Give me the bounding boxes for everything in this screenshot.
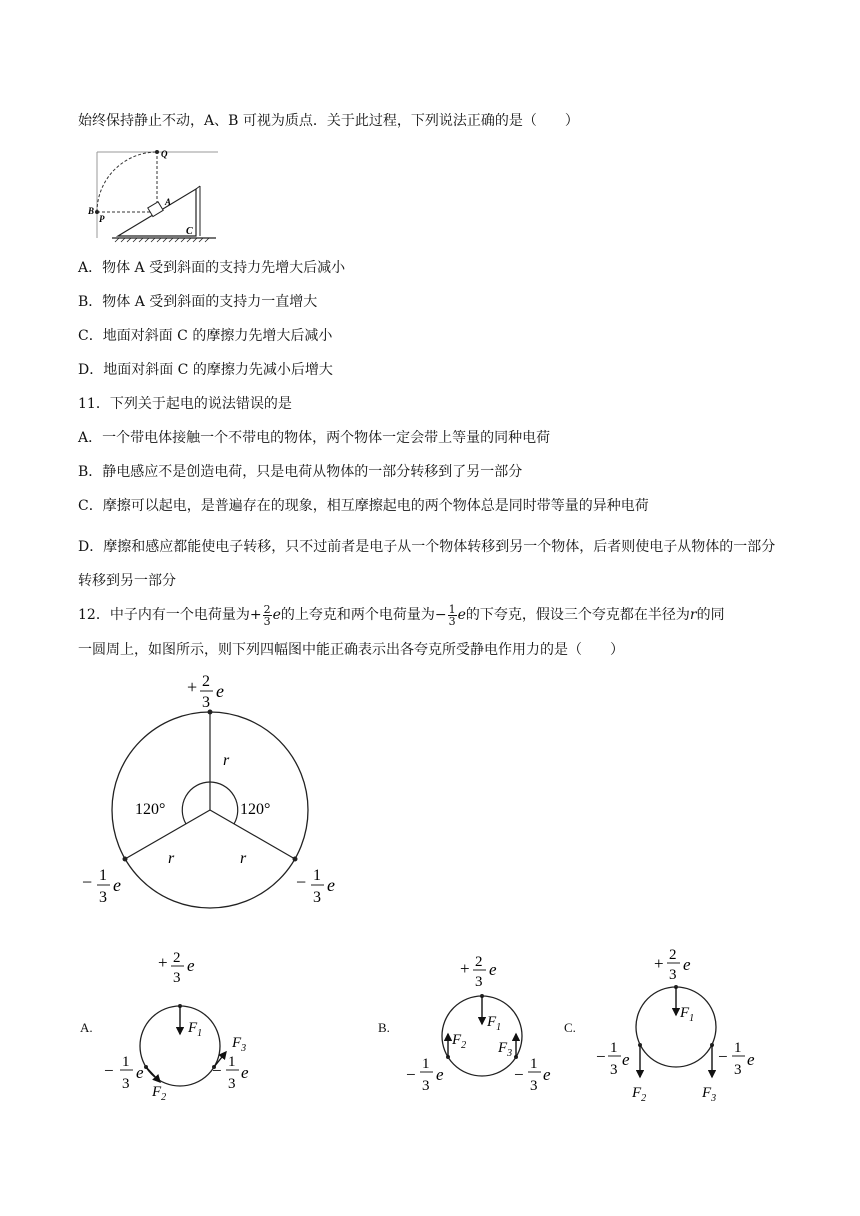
plus-sign: + xyxy=(249,607,262,623)
r-symbol: r xyxy=(689,607,697,623)
plus-sign: + xyxy=(654,954,664,973)
q11-option-b: B．静电感应不是创造电荷，只是电荷从物体的一部分转移到了另一部分 xyxy=(78,464,523,480)
frac-den: 3 xyxy=(263,614,271,628)
label-p: P xyxy=(99,214,105,224)
q10-option-c: C．地面对斜面 C 的摩擦力先增大后减小 xyxy=(78,328,333,344)
frac-num: 1 xyxy=(228,1054,236,1070)
frac-den: 3 xyxy=(99,889,107,906)
radius-label: r xyxy=(168,850,175,867)
q10-incline-figure xyxy=(88,146,223,246)
q12-main-figure xyxy=(78,668,358,918)
e-symbol: e xyxy=(457,607,466,623)
frac-den: 3 xyxy=(448,614,456,628)
minus-sign: − xyxy=(104,1061,114,1080)
frac-two-thirds xyxy=(263,604,272,627)
label-q: Q xyxy=(161,149,168,159)
q11-option-a: A．一个带电体接触一个不带电的物体，两个物体一定会带上等量的同种电荷 xyxy=(78,430,551,446)
q12-stem-line2: 一圆周上，如图所示，则下列四幅图中能正确表示出各夸克所受静电作用力的是（ ） xyxy=(78,642,624,658)
frac-num: 1 xyxy=(530,1056,538,1072)
frac-den: 3 xyxy=(122,1076,130,1092)
q12-stem-p1: 12．中子内有一个电荷量为 xyxy=(78,607,250,623)
frac-num: 1 xyxy=(99,867,107,884)
q11-stem: 11．下列关于起电的说法错误的是 xyxy=(78,396,292,412)
label-a: A xyxy=(165,197,172,207)
e-symbol: e xyxy=(216,681,224,701)
choice-c-label: C. xyxy=(564,1020,576,1035)
q12-stem-line1 xyxy=(78,600,725,630)
force-f2-label: $F_2$ xyxy=(452,1032,467,1051)
e-symbol: e xyxy=(113,875,121,895)
plus-sign: + xyxy=(158,953,168,972)
frac-den: 3 xyxy=(173,970,181,986)
e-symbol: e xyxy=(489,960,497,979)
e-symbol: e xyxy=(272,607,281,623)
minus-sign: − xyxy=(406,1065,416,1084)
q12-stem-p3: 的下夸克，假设三个夸克都在半径为 xyxy=(465,607,690,623)
frac-num: 1 xyxy=(422,1056,430,1072)
q10-option-d: D．地面对斜面 C 的摩擦力先减小后增大 xyxy=(78,362,333,378)
force-f2-label: $F_2$ xyxy=(632,1085,647,1104)
label-c: C xyxy=(186,226,193,237)
choice-a-label: A. xyxy=(80,1020,93,1035)
frac-den: 3 xyxy=(610,1062,618,1078)
force-f1-label: $F_1$ xyxy=(680,1005,695,1024)
angle-left-label: 120° xyxy=(135,801,166,818)
e-symbol: e xyxy=(241,1063,249,1082)
minus-sign: − xyxy=(296,872,307,892)
force-f1-label: $F_1$ xyxy=(487,1014,502,1033)
q11-option-d: D．摩擦和感应都能使电子转移，只不过前者是电子从一个物体转移到另一个物体，后者则使电子从物体的一部分转移到另一部分 xyxy=(78,539,776,589)
frac-num: 2 xyxy=(173,950,181,966)
minus-sign: − xyxy=(82,872,93,892)
label-b: B xyxy=(88,206,95,216)
q12-stem-p4: 的同 xyxy=(696,607,725,623)
frac-num: 2 xyxy=(475,954,483,970)
q10-stem-tail: 始终保持静止不动，A、B 可视为质点．关于此过程，下列说法正确的是（ ） xyxy=(78,113,579,129)
frac-den: 3 xyxy=(313,889,321,906)
force-f2-label: $F_2$ xyxy=(152,1084,167,1103)
q10-option-a: A．物体 A 受到斜面的支持力先增大后减小 xyxy=(78,260,346,276)
choice-a-figure[interactable] xyxy=(100,940,260,1110)
frac-num: 2 xyxy=(669,947,677,963)
minus-sign: − xyxy=(212,1061,222,1080)
e-symbol: e xyxy=(187,956,195,975)
frac-den: 3 xyxy=(530,1078,538,1094)
q12-stem-p2: 的上夸克和两个电荷量为 xyxy=(280,607,435,623)
minus-sign: − xyxy=(718,1047,728,1066)
plus-sign: + xyxy=(187,677,198,697)
frac-den: 3 xyxy=(422,1078,430,1094)
frac-den: 3 xyxy=(669,967,677,983)
e-symbol: e xyxy=(622,1050,630,1069)
e-symbol: e xyxy=(136,1063,144,1082)
e-symbol: e xyxy=(436,1065,444,1084)
frac-num: 1 xyxy=(610,1040,618,1056)
frac-den: 3 xyxy=(202,694,210,711)
angle-right-label: 120° xyxy=(240,801,271,818)
frac-num: 1 xyxy=(734,1040,742,1056)
e-symbol: e xyxy=(543,1065,551,1084)
frac-num: 1 xyxy=(122,1054,130,1070)
minus-sign: − xyxy=(596,1047,606,1066)
frac-den: 3 xyxy=(475,974,483,990)
frac-num: 1 xyxy=(448,602,456,616)
e-symbol: e xyxy=(683,955,691,974)
plus-sign: + xyxy=(460,959,470,978)
frac-num: 2 xyxy=(202,673,210,690)
frac-num: 1 xyxy=(313,867,321,884)
choice-b-figure[interactable] xyxy=(402,940,562,1110)
frac-one-third xyxy=(448,604,457,627)
e-symbol: e xyxy=(747,1050,755,1069)
force-f1-label: $F_1$ xyxy=(188,1020,203,1039)
minus-sign: − xyxy=(434,607,447,623)
frac-den: 3 xyxy=(734,1062,742,1078)
force-f3-label: $F_3$ xyxy=(498,1040,513,1059)
force-f3-label: $F_3$ xyxy=(232,1035,247,1054)
frac-num: 2 xyxy=(263,602,271,616)
radius-label: r xyxy=(223,752,230,769)
q11-option-c: C．摩擦可以起电，是普遍存在的现象，相互摩擦起电的两个物体总是同时带等量的异种电荷 xyxy=(78,498,649,514)
radius-label: r xyxy=(240,850,247,867)
choice-c-figure[interactable] xyxy=(594,935,764,1110)
minus-sign: − xyxy=(514,1065,524,1084)
force-f3-label: $F_3$ xyxy=(702,1085,717,1104)
choice-b-label: B. xyxy=(378,1020,390,1035)
e-symbol: e xyxy=(327,875,335,895)
frac-den: 3 xyxy=(228,1076,236,1092)
q10-option-b: B．物体 A 受到斜面的支持力一直增大 xyxy=(78,294,318,310)
